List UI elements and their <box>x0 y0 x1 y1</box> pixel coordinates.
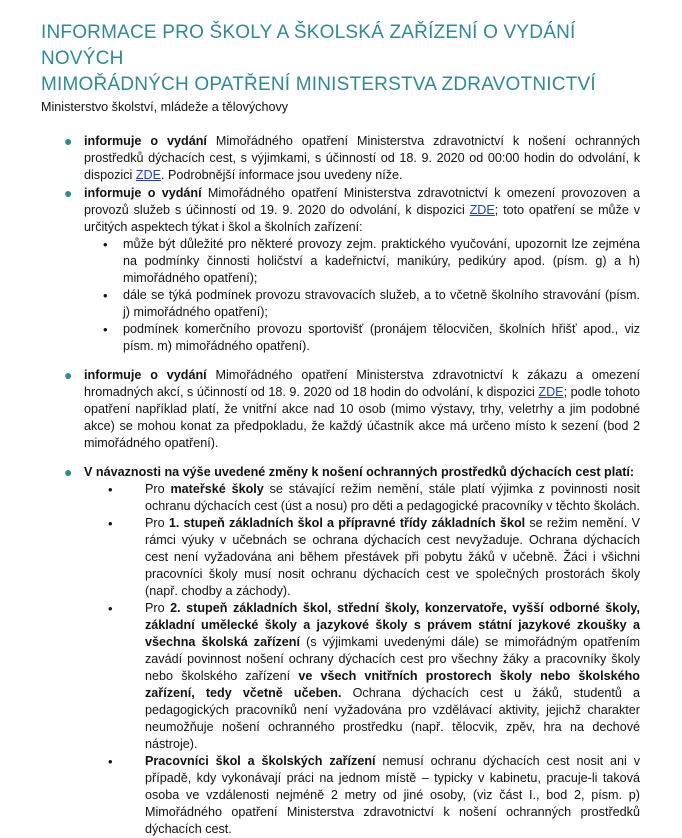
sub-item-bold: 2. stupeň základních škol, střední školy, konzervatoře, vyšší odborné školy, základní umělecké školy a jazykové školy s právem státní jazykové zkoušky a všechna školská zařízení <box>145 601 640 649</box>
item-text: Mimořádného opatření Ministerstva zdravotnictví k zákazu a omezení hromadných akcí, s účinností od 18. 9. 2020 od 18 hodin do odvolání, k dispozici <box>84 368 640 399</box>
sub-item-text: dále se týká podmínek provozu stravovacích služeb, a to včetně školního stravování (písm. j) mimořádného opatření); <box>123 288 640 319</box>
item-after: ; toto opatření se může v určitých aspektech týkat i škol a školních zařízení: <box>84 203 640 234</box>
bullet-icon: ● <box>64 367 73 383</box>
bullet-list-4 <box>0 464 682 838</box>
item-text: Mimořádného opatření Ministerstva zdravotnictví k omezení provozoven a provozů služeb s účinností od 19. 9. 2020 do odvolání, k dispozici <box>84 186 640 217</box>
zde-link-3[interactable]: ZDE <box>538 385 564 399</box>
item-text: Mimořádného opatření Ministerstva zdravotnictví k nošení ochranných prostředků dýchacích cest, s výjimkami, s účinností od 18. 9. 2020 od 00:00 hodin do odvolání, k dispozici <box>84 134 640 182</box>
item-bold: informuje o vydání <box>84 186 202 200</box>
sub-item <box>0 321 682 355</box>
sub-item <box>0 287 682 321</box>
sub-item-text: Pro <box>145 601 171 615</box>
sub-item <box>0 236 682 287</box>
list-item <box>0 133 682 184</box>
document-title <box>41 20 661 98</box>
bullet-list-1 <box>0 133 682 184</box>
sub-item <box>0 481 682 515</box>
ministry-name: Ministerstvo školství, mládeže a tělovýchovy <box>41 100 289 114</box>
sub-item-text: (s výjimkami uvedenými dále) se mimořádným opatřením zavádí povinnost nošení ochrany dýchacích cest pro všechny žáky a pracovníky školy nebo školského zařízení <box>145 635 640 683</box>
list-item <box>0 464 682 481</box>
zde-link-2[interactable]: ZDE <box>469 203 495 217</box>
sub-bullet-icon: • <box>108 516 113 531</box>
sub-bullet-icon: • <box>108 754 113 769</box>
bullet-icon: ● <box>64 185 73 201</box>
bullet-list-2 <box>0 185 682 355</box>
sub-item-text: se režim nemění. V rámci výuky v učebnách se ochrana dýchacích cest nevyžaduje. Ochrana dýchacích cest není vyžadována ani během přestávek při pobytu žáků v učebně. Žáci i všichni pracovníci školy musí nosit ochranu dýchacích cest ve společných prostorách školy (např. chodby a záchody). <box>145 516 640 598</box>
sub-item <box>0 600 682 753</box>
sub-item-text: Ochrana dýchacích cest u žáků, studentů a pedagogických pracovníků není vyžadována pro vzdělávací aktivity, jejichž charakter neumožňuje nošení ochranného prostředku (např. tělocvik, zpěv, hra na dechové nástroje). <box>145 686 640 751</box>
bullet-icon: ● <box>64 133 73 149</box>
item-after: ; podle tohoto opatření například platí, že vnitřní akce nad 10 osob (mimo výstavy, trhy, veletrhy a jim podobné akce) se mohou konat za předpokladu, že každý účastník akce má určeno místo k sezení (bod 2 mimořádného opatření). <box>84 385 640 450</box>
sub-item-bold: ve všech vnitřních prostorech školy nebo školského zařízení, tedy včetně učeben. <box>145 669 640 700</box>
sub-item <box>0 515 682 600</box>
item-after: . Podrobnější informace jsou uvedeny níže. <box>160 168 403 182</box>
section-heading: V návaznosti na výše uvedené změny k nošení ochranných prostředků dýchacích cest platí: <box>84 465 635 479</box>
zde-link-1[interactable]: ZDE <box>135 168 161 182</box>
item-bold: informuje o vydání <box>84 368 207 382</box>
sub-item-text: může být důležité pro některé provozy zejm. praktického vyučování, upozornit lze zejména na podmínky činnosti holičství a kadeřnictví, manikúry, pedikúry apod. (písm. g) a h) mimořádného opatření); <box>123 237 640 285</box>
bullet-list-3 <box>0 367 682 452</box>
sub-bullet-icon: • <box>103 237 108 252</box>
sub-item-text: Pro <box>145 516 169 530</box>
sub-item-text: nemusí ochranu dýchacích cest nosit ani v případě, kdy vykonávají práci na jednom místě – typicky v kabinetu, pracuje-li taková osoba ve vzdálenosti nejméně 2 metry od jiné osoby, (viz část I., bod 2, písm. p) Mimořádného opatření Ministerstva zdravotnictví k nošení ochranných prostředků dýchacích cest. <box>145 754 640 836</box>
sub-item-bold: Pracovníci škol a školských zařízení <box>145 754 376 768</box>
sub-item-text: se stávající režim nemění, stále platí výjimka z povinnosti nosit ochranu dýchacích cest (úst a nosu) pro děti a pedagogické pracovníky v těchto školách. <box>145 482 640 513</box>
sub-item-bold: 1. stupeň základních škol a přípravné třídy základních škol <box>168 516 526 530</box>
sub-item-text: podmínek komerčního provozu sportovišť (pronájem tělocvičen, školních hřišť apod., viz písm. m) mimořádného opatření). <box>123 322 640 353</box>
sub-item <box>0 753 682 838</box>
item-bold: informuje o vydání <box>84 134 207 148</box>
bullet-icon: ● <box>64 464 73 480</box>
sub-bullet-icon: • <box>108 482 113 497</box>
sub-bullet-icon: • <box>103 288 108 303</box>
sub-item-text: Pro <box>145 482 171 496</box>
title-line-2: MIMOŘÁDNÝCH OPATŘENÍ MINISTERSTVA ZDRAVOTNICTVÍ <box>41 74 596 95</box>
list-item <box>0 367 682 452</box>
title-line-1: INFORMACE PRO ŠKOLY A ŠKOLSKÁ ZAŘÍZENÍ O VYDÁNÍ NOVÝCH <box>41 22 576 69</box>
list-item <box>0 185 682 236</box>
sub-bullet-icon: • <box>108 601 113 616</box>
sub-item-bold: mateřské školy <box>170 482 264 496</box>
sub-bullet-icon: • <box>103 322 108 337</box>
